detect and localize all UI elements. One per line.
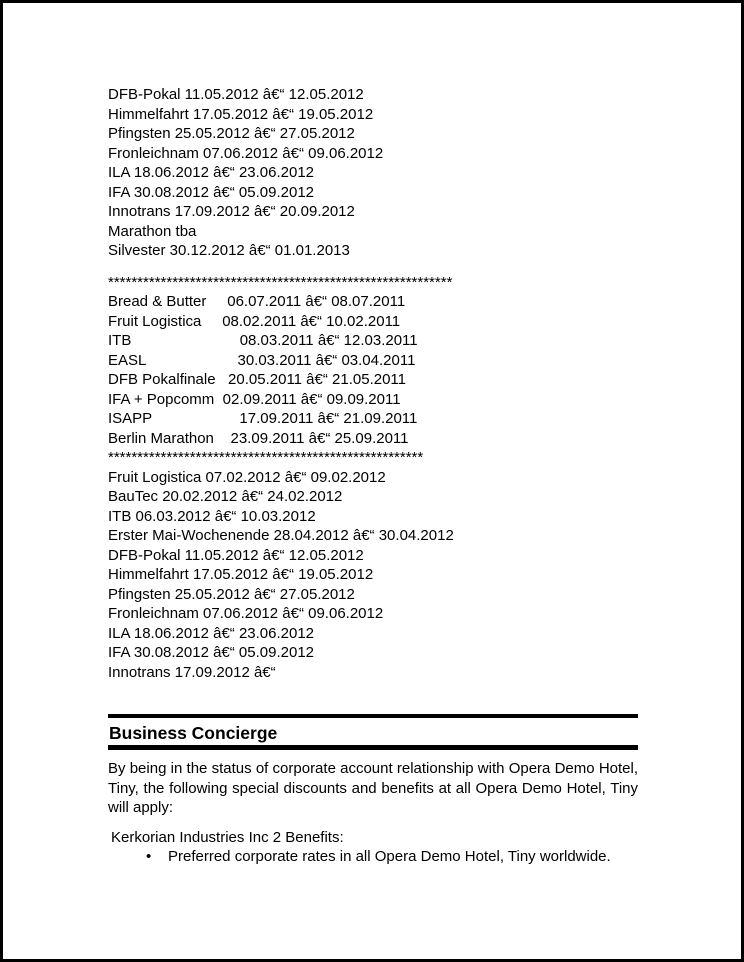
heading-rule-top [108,714,638,718]
event-line: Fronleichnam 07.06.2012 â€“ 09.06.2012 [108,144,384,162]
event-line: Silvester 30.12.2012 â€“ 01.01.2013 [108,242,350,259]
events-list-block [108,85,638,682]
event-line: Himmelfahrt 17.05.2012 â€“ 19.05.2012 [108,566,374,583]
event-line: ILA 18.06.2012 â€“ 23.06.2012 [108,164,315,181]
event-line: EASL 30.03.2011 â€“ 03.04.2011 [108,351,416,369]
event-line: IFA 30.08.2012 â€“ 05.09.2012 [108,644,315,661]
separator-line-1: *********************************************************** [108,273,453,291]
event-line: ITB 08.03.2011 â€“ 12.03.2011 [108,332,418,349]
event-line: Innotrans 17.09.2012 â€“ 20.09.2012 [108,203,355,220]
heading-rule-bottom [108,745,638,750]
event-line: ISAPP 17.09.2011 â€“ 21.09.2011 [108,410,418,427]
event-line: Fronleichnam 07.06.2012 â€“ 09.06.2012 [108,605,384,622]
event-line: Innotrans 17.09.2012 â€“ [108,663,276,681]
event-line: ILA 18.06.2012 â€“ 23.06.2012 [108,624,315,642]
event-line: BauTec 20.02.2012 â€“ 24.02.2012 [108,488,343,505]
events-full-2012-list [108,468,638,683]
blank-line [108,261,638,273]
separator-line-2: ****************************************************** [108,449,424,466]
event-line: Pfingsten 25.05.2012 â€“ 27.05.2012 [108,585,355,603]
event-line: Fruit Logistica 08.02.2011 â€“ 10.02.2011 [108,312,401,330]
event-line: DFB-Pokal 11.05.2012 â€“ 12.05.2012 [108,546,364,564]
event-line: Marathon tba [108,222,197,240]
benefits-title: Kerkorian Industries Inc 2 Benefits: [111,828,344,846]
event-line: Berlin Marathon 23.09.2011 â€“ 25.09.2011 [108,429,409,447]
events-preview-2012-list [108,85,638,261]
event-line: Himmelfahrt 17.05.2012 â€“ 19.05.2012 [108,105,374,123]
event-line: DFB-Pokal 11.05.2012 â€“ 12.05.2012 [108,86,364,103]
bullet-icon: • [146,848,152,865]
benefit-bullet-item [108,847,638,867]
event-line: IFA + Popcomm 02.09.2011 â€“ 09.09.2011 [108,390,401,408]
event-line: Fruit Logistica 07.02.2012 â€“ 09.02.2012 [108,468,386,486]
event-line: Erster Mai-Wochenende 28.04.2012 â€“ 30.04.2012 [108,527,454,544]
business-concierge-section [108,714,638,867]
benefit-bullet-text: Preferred corporate rates in all Opera Demo Hotel, Tiny worldwide. [168,848,611,865]
event-line: DFB Pokalfinale 20.05.2011 â€“ 21.05.2011 [108,371,406,388]
events-2011-list [108,292,638,448]
intro-paragraph: By being in the status of corporate account relationship with Opera Demo Hotel, Tiny, the following special discounts and benefits at all Opera Demo Hotel, Tiny will apply: [108,760,638,816]
section-heading: Business Concierge [109,723,278,743]
event-line: Pfingsten 25.05.2012 â€“ 27.05.2012 [108,125,355,142]
event-line: IFA 30.08.2012 â€“ 05.09.2012 [108,183,315,201]
event-line: ITB 06.03.2012 â€“ 10.03.2012 [108,507,316,525]
event-line: Bread & Butter 06.07.2011 â€“ 08.07.2011 [108,293,406,310]
